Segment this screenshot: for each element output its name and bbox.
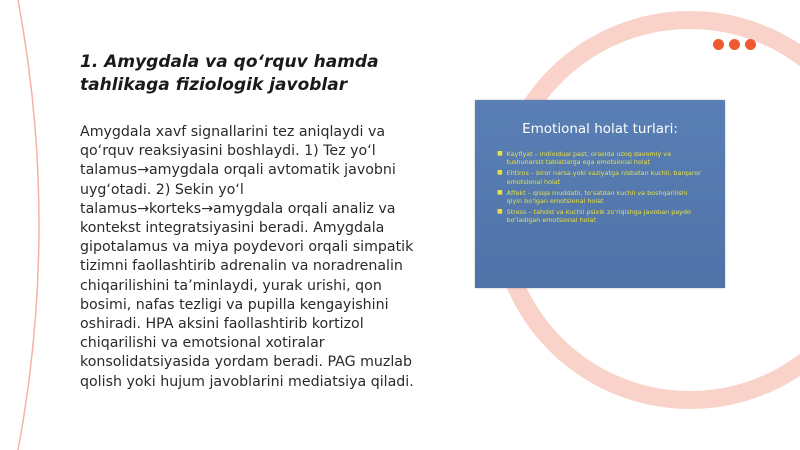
slide-title: 1. Amygdala va qo‘rquv hamda tahlikaga fiziologik javoblar — [80, 52, 379, 95]
list-item-text: Kayfiyat – individual past, orasida uzoq davomiy va tushunarsiz tabiatlarga ega emotsional holat — [506, 150, 671, 167]
list-item — [497, 150, 703, 166]
bullet-icon: ■ — [497, 169, 503, 177]
dot-icon — [745, 39, 756, 50]
list-item — [497, 169, 703, 185]
bullet-icon: ■ — [497, 150, 503, 157]
embedded-slide-image — [475, 100, 725, 288]
bullet-icon: ■ — [497, 208, 503, 216]
dot-icon — [713, 39, 724, 50]
dot-icon — [729, 39, 740, 50]
bullet-icon: ■ — [497, 188, 503, 196]
list-item-text: Ehtiros – biror narsa yoki vaziyatga nisbatan kuchli, barqaror emotsional holat — [506, 169, 701, 186]
list-item — [497, 189, 703, 205]
list-item-text: Affekt – qisqa muddatli, to‘satdan kuchli va boshqarilishi qiyin bo‘lgan emotsional holat — [506, 188, 688, 206]
left-edge-curve — [18, 0, 39, 450]
list-item-text: Stress – tahdid va kuchli psixik zo‘riqishga javoban paydo bo‘ladigan emotsional holat — [506, 208, 691, 225]
slide-body-text: Amygdala xavf signallarini tez aniqlaydi va qo‘rquv reaksiyasini boshlaydi. 1) Tez yo‘l talamus→amygdala orqali avtomatik javobni uyg‘otadi. 2) Sekin yo‘l talamus→korteks→amygdala orqali analiz va kontekst integratsiyasini beradi. Amygdala gipotalamus va miya poydevori orqali simpatik tizimni faollashtirib adrenalin va noradrenalin chiqarilishini ta’minlaydi, yurak urishi, qon bosimi, nafas tezligi va pupilla kengayishini oshiradi. HPA aksini faollashtirib kortizol chiqarilishi va emotsional xotiralar konsolidatsiyasida yordam beradi. PAG muzlab qolish yoki hujum javoblarini mediatsiya qiladi. — [80, 124, 414, 390]
embedded-slide-heading: Emotional holat turlari: — [522, 121, 678, 137]
embedded-slide-list — [475, 150, 725, 225]
menu-dots-icon — [713, 39, 756, 50]
list-item — [497, 208, 703, 224]
